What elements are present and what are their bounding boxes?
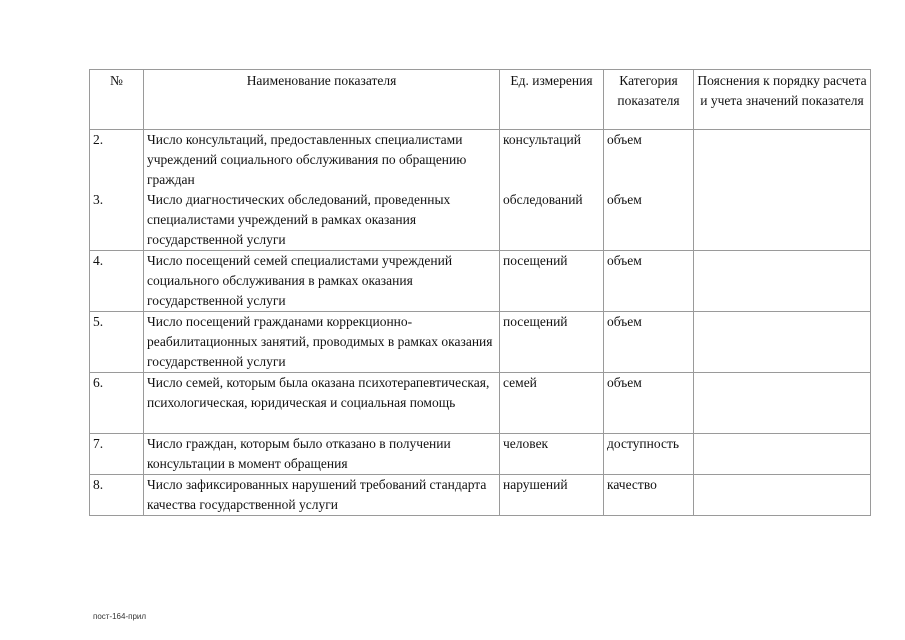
table-row bbox=[90, 434, 871, 475]
row-name: Число консультаций, предоставленных специалистами учреждений социального обслуживания по обращению граждан bbox=[144, 130, 500, 191]
footer-filename: пост-164-прил bbox=[93, 612, 147, 621]
row-num: 5. bbox=[90, 312, 144, 373]
row-unit: обследований bbox=[500, 190, 604, 251]
row-unit: человек bbox=[500, 434, 604, 475]
row-num: 7. bbox=[90, 434, 144, 475]
header-unit: Ед. измерения bbox=[500, 70, 604, 130]
row-category: объем bbox=[604, 251, 694, 312]
row-num: 2. bbox=[90, 130, 144, 191]
row-category: качество bbox=[604, 475, 694, 516]
row-category: объем bbox=[604, 312, 694, 373]
row-notes bbox=[694, 312, 871, 373]
row-category: объем bbox=[604, 130, 694, 191]
row-unit: нарушений bbox=[500, 475, 604, 516]
row-name: Число зафиксированных нарушений требований стандарта качества государственной услуги bbox=[144, 475, 500, 516]
row-category: объем bbox=[604, 373, 694, 434]
row-unit: консультаций bbox=[500, 130, 604, 191]
table-row bbox=[90, 251, 871, 312]
row-name: Число семей, которым была оказана психотерапевтическая, психологическая, юридическая и социальная помощь bbox=[144, 373, 500, 434]
row-notes bbox=[694, 190, 871, 251]
row-name: Число посещений семей специалистами учреждений социального обслуживания в рамках оказания государственной услуги bbox=[144, 251, 500, 312]
table-row bbox=[90, 475, 871, 516]
header-num: № bbox=[90, 70, 144, 130]
table-row bbox=[90, 130, 871, 191]
row-num: 8. bbox=[90, 475, 144, 516]
row-unit: семей bbox=[500, 373, 604, 434]
row-num: 3. bbox=[90, 190, 144, 251]
row-category: объем bbox=[604, 190, 694, 251]
row-name: Число посещений гражданами коррекционно-реабилитационных занятий, проводимых в рамках оказания государственной услуги bbox=[144, 312, 500, 373]
table-header-row bbox=[90, 70, 871, 130]
row-num: 4. bbox=[90, 251, 144, 312]
row-category: доступность bbox=[604, 434, 694, 475]
row-name: Число диагностических обследований, проведенных специалистами учреждений в рамках оказания государственной услуги bbox=[144, 190, 500, 251]
table-row bbox=[90, 190, 871, 251]
header-name: Наименование показателя bbox=[144, 70, 500, 130]
indicators-table bbox=[89, 69, 871, 516]
row-unit: посещений bbox=[500, 312, 604, 373]
row-notes bbox=[694, 475, 871, 516]
header-category: Категория показателя bbox=[604, 70, 694, 130]
row-num: 6. bbox=[90, 373, 144, 434]
table-row bbox=[90, 373, 871, 434]
row-notes bbox=[694, 130, 871, 191]
row-notes bbox=[694, 434, 871, 475]
row-notes bbox=[694, 251, 871, 312]
row-notes bbox=[694, 373, 871, 434]
header-notes: Пояснения к порядку расчета и учета значений показателя bbox=[694, 70, 871, 130]
row-unit: посещений bbox=[500, 251, 604, 312]
table-row bbox=[90, 312, 871, 373]
row-name: Число граждан, которым было отказано в получении консультации в момент обращения bbox=[144, 434, 500, 475]
